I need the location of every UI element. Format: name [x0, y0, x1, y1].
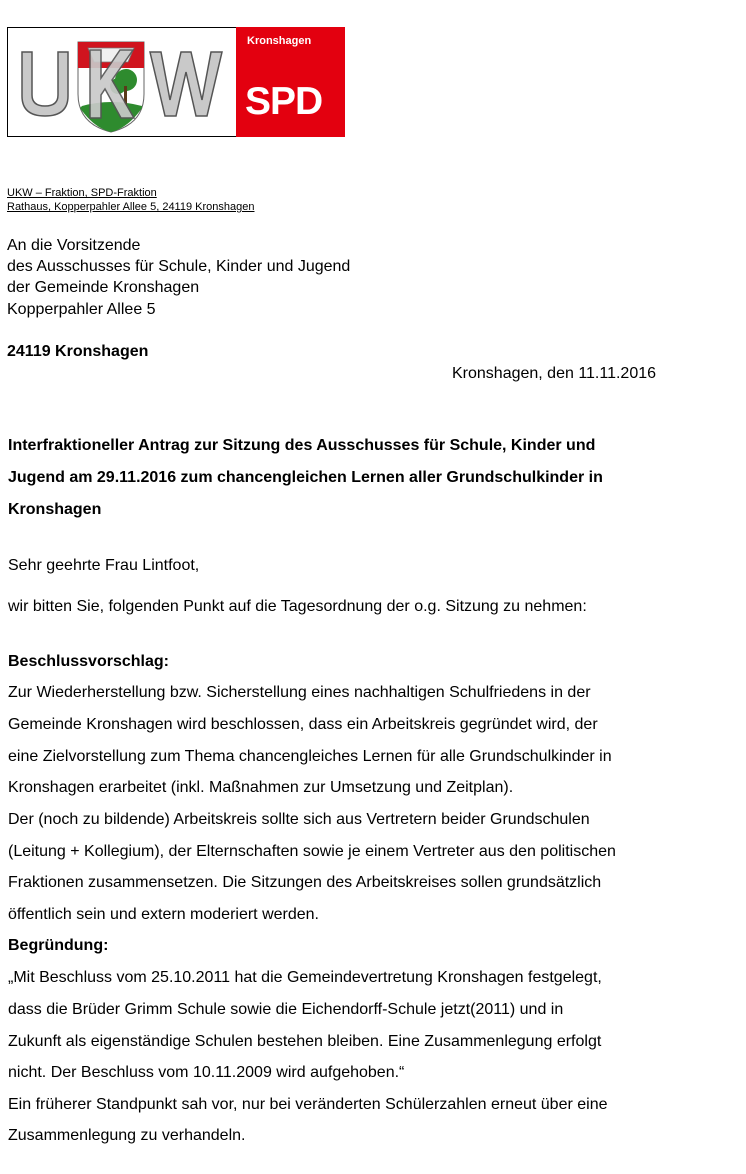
recipient-line-2: des Ausschusses für Schule, Kinder und Jugend [7, 258, 351, 275]
subject-line-2: Jugend am 29.11.2016 zum chancengleichen Lernen aller Grundschulkinder in [8, 469, 603, 486]
recipient-line-3: der Gemeinde Kronshagen [7, 279, 200, 296]
ukw-logo-text: UKW [8, 28, 11, 29]
letter-u-shape [22, 52, 68, 116]
recipient-city: 24119 Kronshagen [7, 343, 149, 360]
recipient-line-4: Kopperpahler Allee 5 [7, 301, 156, 318]
letter-w-shape [150, 52, 222, 116]
recipient-line-1: An die Vorsitzende [7, 237, 141, 254]
salutation: Sehr geehrte Frau Lintfoot, [8, 557, 200, 574]
proposal-line: Gemeinde Kronshagen wird beschlossen, dass ein Arbeitskreis gegründet wird, der [8, 716, 598, 733]
reason-line: Zusammenlegung zu verhandeln. [8, 1127, 246, 1144]
reason-heading: Begründung: [8, 937, 109, 954]
date-line: Kronshagen, den 11.11.2016 [452, 365, 657, 382]
proposal-line: öffentlich sein und extern moderiert werden. [8, 906, 319, 923]
reason-line: Zukunft als eigenständige Schulen bestehen bleiben. Eine Zusammenlegung erfolgt [8, 1033, 602, 1050]
proposal-line: Kronshagen erarbeitet (inkl. Maßnahmen zur Umsetzung und Zeitplan). [8, 779, 514, 796]
proposal-line: Fraktionen zusammensetzen. Die Sitzungen des Arbeitskreises sollen grundsätzlich [8, 874, 602, 891]
proposal-heading: Beschlussvorschlag: [8, 653, 169, 670]
ukw-logo [7, 27, 238, 137]
proposal-line: (Leitung + Kollegium), der Elternschaften sowie je einem Vertreter aus den politischen [8, 843, 616, 860]
sender-line-2: Rathaus, Kopperpahler Allee 5, 24119 Kronshagen [7, 201, 255, 213]
spd-logo-place: Kronshagen [247, 35, 312, 47]
letterhead-logo [7, 27, 345, 137]
reason-line: „Mit Beschluss vom 25.10.2011 hat die Gemeindevertretung Kronshagen festgelegt, [8, 969, 602, 986]
sender-line-1: UKW – Fraktion, SPD-Fraktion [7, 187, 157, 199]
proposal-line: eine Zielvorstellung zum Thema chancengleiches Lernen für alle Grundschulkinder in [8, 748, 612, 765]
reason-line: Ein früherer Standpunkt sah vor, nur bei veränderten Schülerzahlen erneut über eine [8, 1096, 608, 1113]
reason-line: nicht. Der Beschluss vom 10.11.2009 wird aufgehoben.“ [8, 1064, 405, 1081]
proposal-line: Der (noch zu bildende) Arbeitskreis sollte sich aus Vertretern beider Grundschulen [8, 811, 590, 828]
spd-logo [236, 27, 345, 137]
reason-line: dass die Brüder Grimm Schule sowie die Eichendorff-Schule jetzt(2011) und in [8, 1001, 564, 1018]
spd-logo-text: SPD [245, 80, 323, 123]
subject-line-3: Kronshagen [8, 501, 102, 518]
intro-text: wir bitten Sie, folgenden Punkt auf die Tagesordnung der o.g. Sitzung zu nehmen: [8, 598, 587, 615]
ukw-logo-graphic [8, 28, 237, 136]
subject-line-1: Interfraktioneller Antrag zur Sitzung des Ausschusses für Schule, Kinder und [8, 437, 596, 454]
proposal-line: Zur Wiederherstellung bzw. Sicherstellung eines nachhaltigen Schulfriedens in der [8, 684, 591, 701]
